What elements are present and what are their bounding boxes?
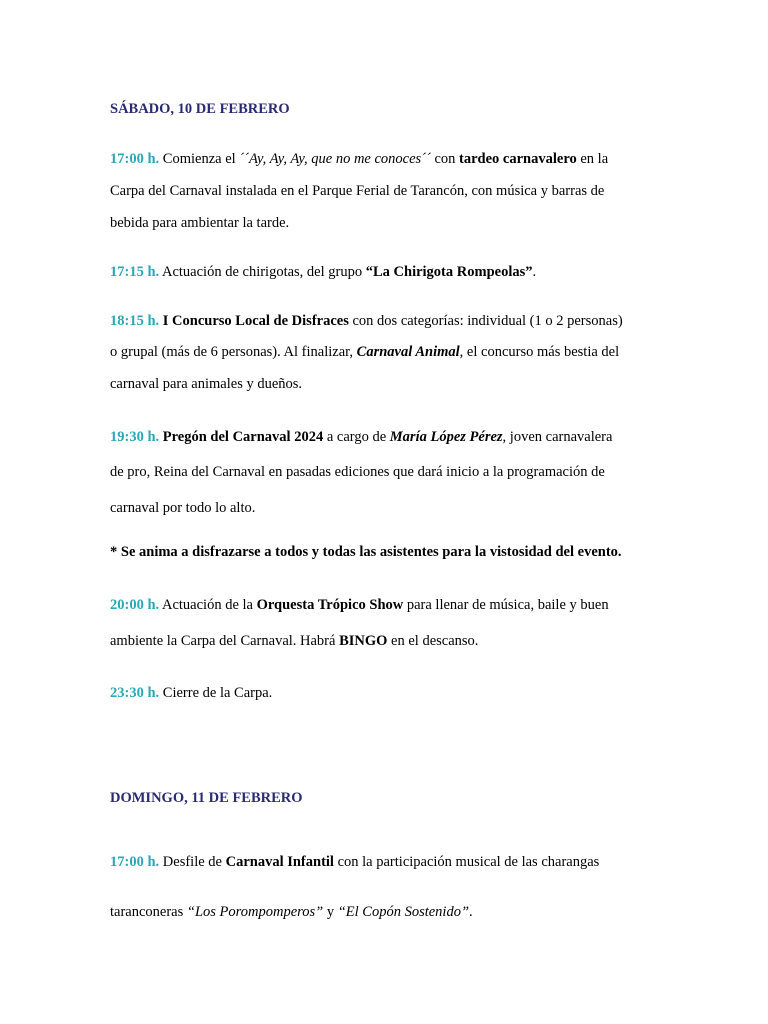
event-bold-text: BINGO (339, 633, 388, 649)
sunday-heading: DOMINGO, 11 DE FEBRERO (110, 790, 303, 806)
event-text: Comienza el (159, 151, 240, 167)
event-time: 17:15 h. (110, 264, 160, 280)
event-text: a cargo de (323, 429, 390, 445)
event-line (110, 683, 272, 703)
event-text: , el concurso más bestia del (459, 344, 620, 360)
event-text: . (532, 264, 537, 280)
event-text: para llenar de música, baile y buen (403, 597, 609, 613)
event-text: , joven carnavalera (502, 429, 613, 445)
event-text: Actuación de la (159, 597, 257, 613)
event-text: Cierre de la Carpa. (159, 685, 273, 701)
event-text: o grupal (más de 6 personas). Al finalizar, (110, 344, 357, 360)
event-line (110, 149, 608, 169)
event-time: 18:15 h. (110, 313, 160, 329)
event-bold-text: Pregón del Carnaval 2024 (159, 429, 324, 445)
event-time: 19:30 h. (110, 429, 160, 445)
event-text: Desfile de (159, 854, 226, 870)
event-line: de pro, Reina del Carnaval en pasadas ediciones que dará inicio a la programación de (110, 464, 605, 480)
event-text: en la (576, 151, 609, 167)
event-bold-text: Carnaval Infantil (225, 854, 334, 870)
event-text: con la participación musical de las charangas (333, 854, 600, 870)
event-text: con dos categorías: individual (1 o 2 personas) (348, 313, 623, 329)
event-bold-text: “La Chirigota Rompeolas” (365, 264, 533, 280)
event-line: Carpa del Carnaval instalada en el Parque Ferial de Tarancón, con música y barras de (110, 183, 605, 199)
event-time: 20:00 h. (110, 597, 160, 613)
event-italic-text: “El Copón Sostenido” (337, 904, 470, 920)
event-text: ambiente la Carpa del Carnaval. Habrá (110, 633, 340, 649)
event-time: 17:00 h. (110, 151, 160, 167)
event-text: con (430, 151, 460, 167)
event-bold-text: I Concurso Local de Disfraces (159, 313, 349, 329)
event-bolditalic-text: María López Pérez (389, 429, 503, 445)
event-text: Actuación de chirigotas, del grupo (159, 264, 366, 280)
event-line (110, 262, 536, 282)
event-line (110, 342, 619, 362)
event-line (110, 311, 623, 331)
event-line: carnaval por todo lo alto. (110, 500, 256, 516)
event-line (110, 902, 473, 922)
event-bold-text: Orquesta Trópico Show (256, 597, 404, 613)
event-bolditalic-text: Carnaval Animal (356, 344, 460, 360)
event-line: bebida para ambientar la tarde. (110, 215, 290, 231)
event-quote: ´´Ay, Ay, Ay, que no me conoces´´ (239, 151, 431, 167)
event-line (110, 427, 612, 447)
event-text: y (323, 904, 338, 920)
event-line: carnaval para animales y dueños. (110, 376, 303, 392)
note-text: * Se anima a disfrazarse a todos y todas las asistentes para la vistosidad del evento. (110, 544, 622, 560)
event-line (110, 595, 609, 615)
event-line (110, 631, 478, 651)
event-text: . (469, 904, 473, 920)
event-text: en el descanso. (387, 633, 479, 649)
event-italic-text: “Los Porompomperos” (186, 904, 324, 920)
saturday-heading: SÁBADO, 10 DE FEBRERO (110, 101, 290, 117)
event-bold-text: tardeo carnavalero (459, 151, 577, 167)
event-time: 17:00 h. (110, 854, 160, 870)
event-text: taranconeras (110, 904, 187, 920)
event-time: 23:30 h. (110, 685, 160, 701)
event-line (110, 852, 599, 872)
